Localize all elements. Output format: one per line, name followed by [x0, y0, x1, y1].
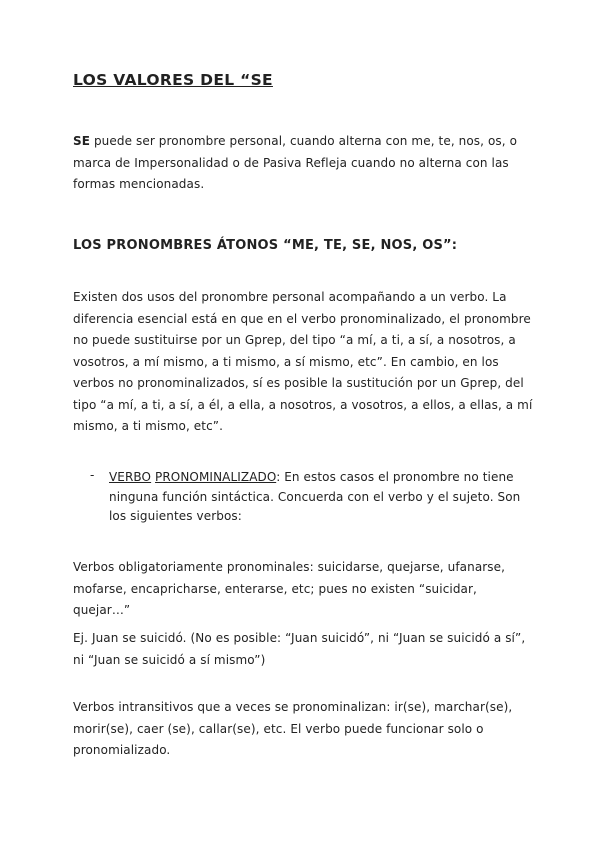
bullet-item	[73, 468, 533, 539]
section-heading: LOS PRONOMBRES ÁTONOS “ME, TE, SE, NOS, OS”:	[73, 238, 458, 253]
paragraph-obligatory-pronominal: Verbos obligatoriamente pronominales: suicidarse, quejarse, ufanarse, mofarse, encapricharse, enterarse, etc; pues no existen “suicidar, quejar…”	[73, 560, 506, 617]
bullet-body: : En estos casos el pronombre no tiene ninguna función sintáctica. Concuerda con el verbo y el sujeto. Son los siguientes verbos:	[109, 470, 521, 523]
paragraph-pronominal-uses: Existen dos usos del pronombre personal acompañando a un verbo. La diferencia esencial está en que en el verbo pronominalizado, el pronombre no puede sustituirse por un Gprep, del tipo “a mí, a ti, a sí, a nosotros, a vosotros, a mí mismo, a ti mismo, a sí mismo, etc”. En cambio, en los verbos no pronominalizados, sí es posible la sustitución por un Gprep, del tipo “a mí, a ti, a sí, a él, a ella, a nosotros, a vosotros, a ellos, a ellas, a mí mismo, a ti mismo, etc”.	[73, 290, 533, 433]
intro-text: puede ser pronombre personal, cuando alterna con me, te, nos, os, o marca de Impersonalidad o de Pasiva Refleja cuando no alterna con las formas mencionadas.	[73, 134, 518, 191]
bullet-dash: -	[90, 468, 95, 482]
paragraph-example: Ej. Juan se suicidó. (No es posible: “Juan suicidó”, ni “Juan se suicidó a sí”, ni “Juan se suicidó a sí mismo”)	[73, 631, 526, 667]
paragraph-intransitive: Verbos intransitivos que a veces se pronominalizan: ir(se), marchar(se), morir(se), caer (se), callar(se), etc. El verbo puede funcionar solo o pronomializado.	[73, 700, 513, 757]
bullet-text	[109, 468, 533, 527]
bullet-term-verbo: VERBO	[109, 470, 152, 484]
intro-bold-lead: SE	[73, 134, 91, 148]
page-title: LOS VALORES DEL “SE	[73, 71, 273, 89]
bullet-term-pronominalizado: PRONOMINALIZADO	[155, 470, 277, 484]
intro-paragraph	[73, 131, 533, 196]
